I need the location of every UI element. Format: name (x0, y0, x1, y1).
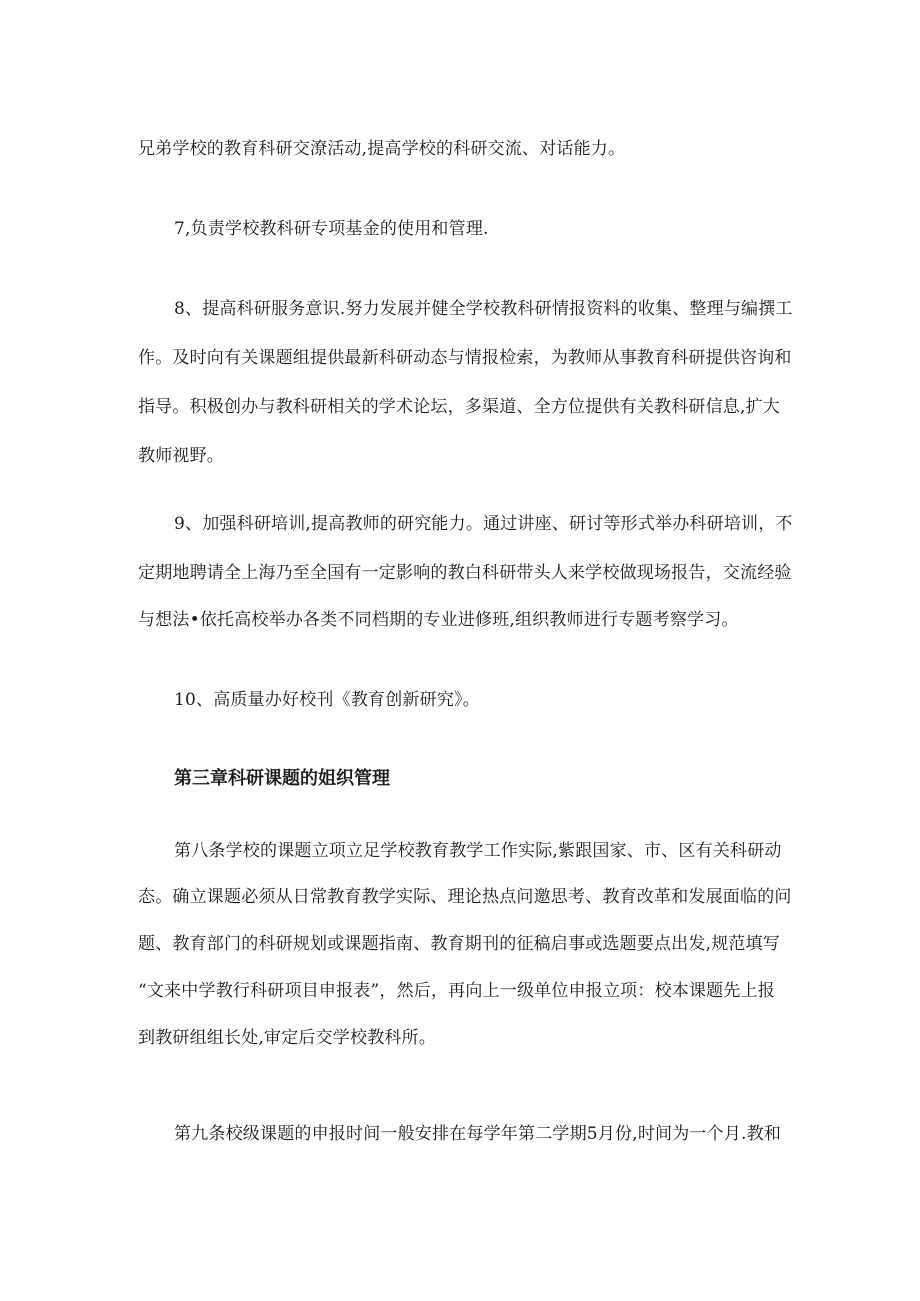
item-9-line-2: 定期地聘请全上海乃至全国有一定影响的教白科研带头人来学校做现场报告，交流经验 (138, 563, 792, 583)
item-8-line-4: 教师视野。 (138, 446, 224, 466)
item-9-line-1: 9、加强科研培训,提高教师的研究能力。通过讲座、研讨等形式举办科研培训，不 (174, 514, 793, 534)
item-8-line-3: 指导。积极创办与教科研相关的学术论坛，多渠道、全方位提供有关教科研信息,扩大 (138, 397, 781, 417)
item-7-line-1: 7,负责学校教科研专项基金的使用和管理. (174, 219, 489, 239)
article-8-line-5: 到教研组组长处,审定后交学校教科所。 (138, 1028, 437, 1048)
item-10-line-1: 10、高质量办好校刊《教育创新研究》。 (174, 690, 480, 710)
item-8-line-2: 作。及时向有关课题组提供最新科研动态与情报检索，为教师从事教育科研提供咨询和 (138, 348, 792, 368)
article-8-line-4: “文来中学教行科研项目申报表”，然后，再向上一级单位申报立项：校本课题先上报 (138, 981, 775, 1001)
article-8-line-3: 题、教育部门的科研规划或课题指南、教育期刊的征稿启事或选题要点出发,规范填写 (138, 934, 781, 954)
item-8-line-1: 8、提高科研服务意识.努力发展并健全学校教科研情报资料的收集、整理与编撰工 (174, 299, 793, 319)
article-8-line-1: 第八条学校的课题立项立足学校教育教学工作实际,紫跟国家、市、区有关科研动 (174, 841, 782, 861)
item-9-line-3: 与想法•依托高校举办各类不同档期的专业进修班,组织教师进行专题考察学习。 (138, 610, 739, 630)
paragraph-continued-line-1: 兄弟学校的教育科研交潦活动,提高学校的科研交流、对话能力。 (138, 139, 626, 159)
chapter-heading: 第三章科研课题的姐织管理 (174, 768, 390, 789)
article-9-line-1: 第九条校级课题的申报时间一般安排在每学年第二学期5月份,时间为一个月.教和 (174, 1124, 782, 1144)
article-8-line-2: 态。确立课题必须从日常教育教学实际、理论热点问邀思考、教育改革和发展面临的问 (138, 887, 792, 907)
